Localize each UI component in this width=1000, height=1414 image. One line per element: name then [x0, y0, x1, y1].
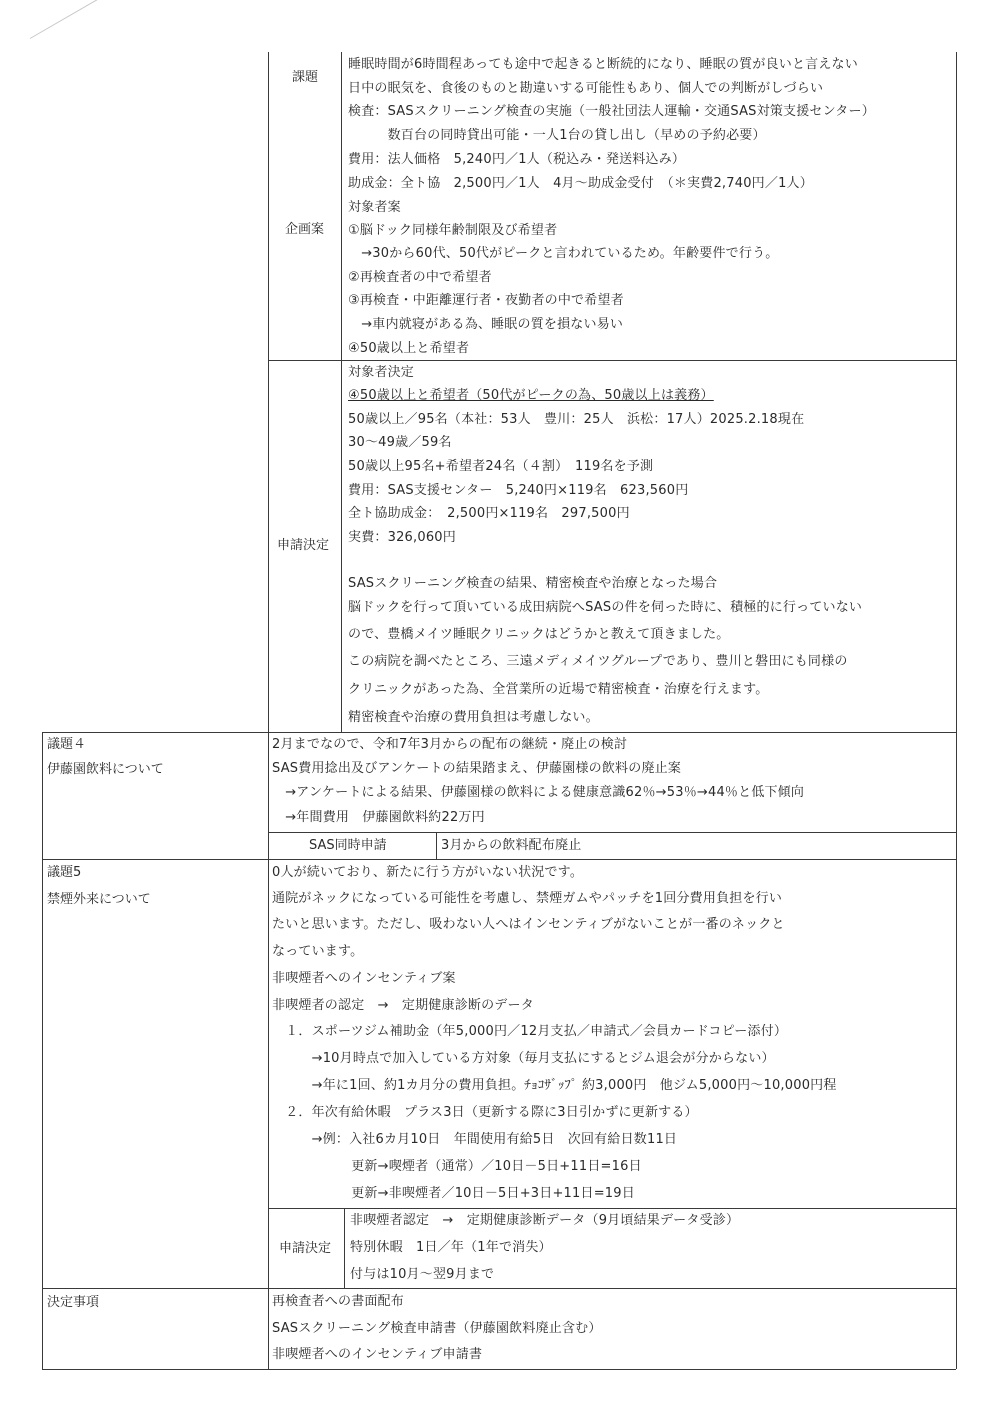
gidai4-decision-value: 3月からの飲料配布廃止 [441, 838, 582, 853]
kikaku-line-11: ④50歳以上と希望者 [348, 341, 470, 356]
scan-corner-mark [30, 0, 102, 39]
gidai4-line-2: SAS費用捻出及びアンケートの結果踏まえ、伊藤園様の飲料の廃止案 [272, 761, 682, 776]
gidai5-decision-line-3: 付与は10月～翌9月まで [350, 1267, 495, 1282]
kikaku-line-7: →30から60代、50代がピークと言われているため。年齢要件で行う。 [348, 246, 779, 261]
rule-gidai5-top [42, 859, 956, 860]
gidai5-line-6: 非喫煙者の認定 → 定期健康診断のデータ [272, 998, 534, 1013]
gidai5-line-13: 更新→非喫煙者／10日－5日+3日+11日=19日 [272, 1186, 635, 1201]
col-divider-main [268, 52, 269, 1369]
gidai5-line-7: １．スポーツジム補助金（年5,000円／12月支払／申請式／会員カードコピー添付） [272, 1024, 788, 1039]
gidai5-number: 議題5 [47, 865, 82, 880]
shinsei1-line-3: 50歳以上／95名（本社：53人 豊川：25人 浜松：17人）2025.2.18現在 [348, 412, 805, 427]
col-divider-inner-top [341, 52, 342, 732]
gidai4-line-1: 2月までなので、令和7年3月からの配布の継続・廃止の検討 [272, 737, 628, 752]
col-divider-sas [436, 832, 437, 859]
kikaku-line-9: ③再検査・中距離運行者・夜勤者の中で希望者 [348, 293, 624, 308]
gidai5-decision-label: 申請決定 [279, 1241, 332, 1256]
kikaku-line-2: 数百台の同時貸出可能・一人1台の貸し出し（早めの予約必要） [348, 128, 766, 143]
gidai5-decision-line-2: 特別休暇 1日／年（1年で消失） [350, 1240, 552, 1255]
shinsei1-note-1: SASスクリーニング検査の結果、精密検査や治療となった場合 [348, 576, 718, 591]
gidai4-line-4: →年間費用 伊藤園飲料約22万円 [272, 810, 485, 825]
gidai4-decision-label: SAS同時申請 [309, 838, 387, 853]
kikaku-line-4: 助成金：全ト協 2,500円／1人 4月～助成金受付 （＊実費2,740円／1人） [348, 176, 813, 191]
rule-kettei-top [42, 1288, 956, 1289]
rule-g5-decision-top [268, 1208, 956, 1209]
gidai5-line-9: →年に1回、約1カ月分の費用負担。ﾁｮｺｻﾞｯﾌﾟ 約3,000円 他ジム5,000円～10,000円程 [272, 1078, 837, 1093]
rule-gidai4-top [42, 732, 956, 733]
shinsei1-note-4: この病院を調べたところ、三遠メディメイツグループであり、豊川と磐田にも同様の [348, 654, 848, 669]
border-right [956, 52, 957, 1369]
gidai5-line-10: ２．年次有給休暇 プラス3日（更新する際に3日引かずに更新する） [272, 1105, 698, 1120]
kettei-line-2: SASスクリーニング検査申請書（伊藤園飲料廃止含む） [272, 1321, 602, 1336]
shinsei1-note-2: 脳ドックを行って頂いている成田病院へSASの件を伺った時に、積極的に行っていない [348, 600, 863, 615]
gidai5-line-4: なっています。 [272, 944, 364, 959]
rule-bottom [42, 1369, 956, 1370]
kadai-line-2: 日中の眠気を、食後のものと勘違いする可能性もあり、個人での判断がしづらい [348, 81, 824, 96]
kadai-line-1: 睡眠時間が6時間程あっても途中で起きると断続的になり、睡眠の質が良いと言えない [348, 57, 858, 72]
gidai5-decision-line-1: 非喫煙者認定 → 定期健康診断データ（9月頃結果データ受診） [350, 1213, 740, 1228]
kikaku-line-1: 検査：SASスクリーニング検査の実施（一般社団法人運輸・交通SAS対策支援センター） [348, 104, 875, 119]
gidai5-line-8: →10月時点で加入している方対象（毎月支払にするとジム退会が分からない） [272, 1051, 775, 1066]
gidai5-line-11: →例：入社6カ月10日 年間使用有給5日 次回有給日数11日 [272, 1132, 678, 1147]
kikaku-line-8: ②再検査者の中で希望者 [348, 270, 492, 285]
kettei-line-1: 再検査者への書面配布 [272, 1294, 405, 1309]
gidai4-line-3: →アンケートによる結果、伊藤園様の飲料による健康意識62％→53％→44％と低下傾向 [272, 785, 805, 800]
shinsei1-label: 申請決定 [277, 538, 330, 553]
kettei-label: 決定事項 [47, 1295, 100, 1310]
shinsei1-note-3: ので、豊橋メイツ睡眠クリニックはどうかと教えて頂きました。 [348, 627, 730, 642]
kadai-label: 課題 [292, 70, 319, 85]
kikaku-line-10: →車内就寝がある為、睡眠の質を損ない易い [348, 317, 624, 332]
gidai5-line-2: 通院がネックになっている可能性を考慮し、禁煙ガムやパッチを1回分費用負担を行い [272, 891, 783, 906]
kikaku-line-6: ①脳ドック同様年齢制限及び希望者 [348, 223, 558, 238]
shinsei1-line-8: 実費：326,060円 [348, 530, 456, 545]
shinsei1-note-5: クリニックがあった為、全営業所の近場で精密検査・治療を行えます。 [348, 682, 769, 697]
gidai5-line-1: 0人が続いており、新たに行う方がいない状況です。 [272, 865, 584, 880]
shinsei1-line-5: 50歳以上95名+希望者24名（４割） 119名を予測 [348, 459, 654, 474]
shinsei1-line-6: 費用：SAS支援センター 5,240円×119名 623,560円 [348, 483, 689, 498]
gidai5-line-12: 更新→喫煙者（通常）／10日－5日+11日=16日 [272, 1159, 642, 1174]
gidai5-title: 禁煙外来について [47, 892, 151, 907]
kikaku-label: 企画案 [285, 222, 325, 237]
border-left [42, 732, 43, 1369]
rule-sas-top [268, 832, 956, 833]
kikaku-line-5: 対象者案 [348, 200, 401, 215]
kettei-line-3: 非喫煙者へのインセンティブ申請書 [272, 1347, 483, 1362]
gidai4-number: 議題４ [47, 737, 87, 752]
shinsei1-line-1: 対象者決定 [348, 365, 415, 380]
gidai4-title: 伊藤園飲料について [47, 762, 164, 777]
kikaku-line-3: 費用：法人価格 5,240円／1人（税込み・発送料込み） [348, 152, 686, 167]
shinsei1-line-7: 全ト協助成金： 2,500円×119名 297,500円 [348, 506, 630, 521]
gidai5-line-5: 非喫煙者へのインセンティブ案 [272, 971, 456, 986]
shinsei1-line-2: ④50歳以上と希望者（50代がピークの為、50歳以上は義務） [348, 388, 714, 403]
shinsei1-note-6: 精密検査や治療の費用負担は考慮しない。 [348, 710, 599, 725]
gidai5-line-3: たいと思います。ただし、吸わない人へはインセンティブがないことが一番のネックと [272, 917, 785, 932]
shinsei1-line-4: 30～49歳／59名 [348, 435, 452, 450]
rule-kikaku-bottom [268, 360, 956, 361]
col-divider-g5 [344, 1208, 345, 1288]
